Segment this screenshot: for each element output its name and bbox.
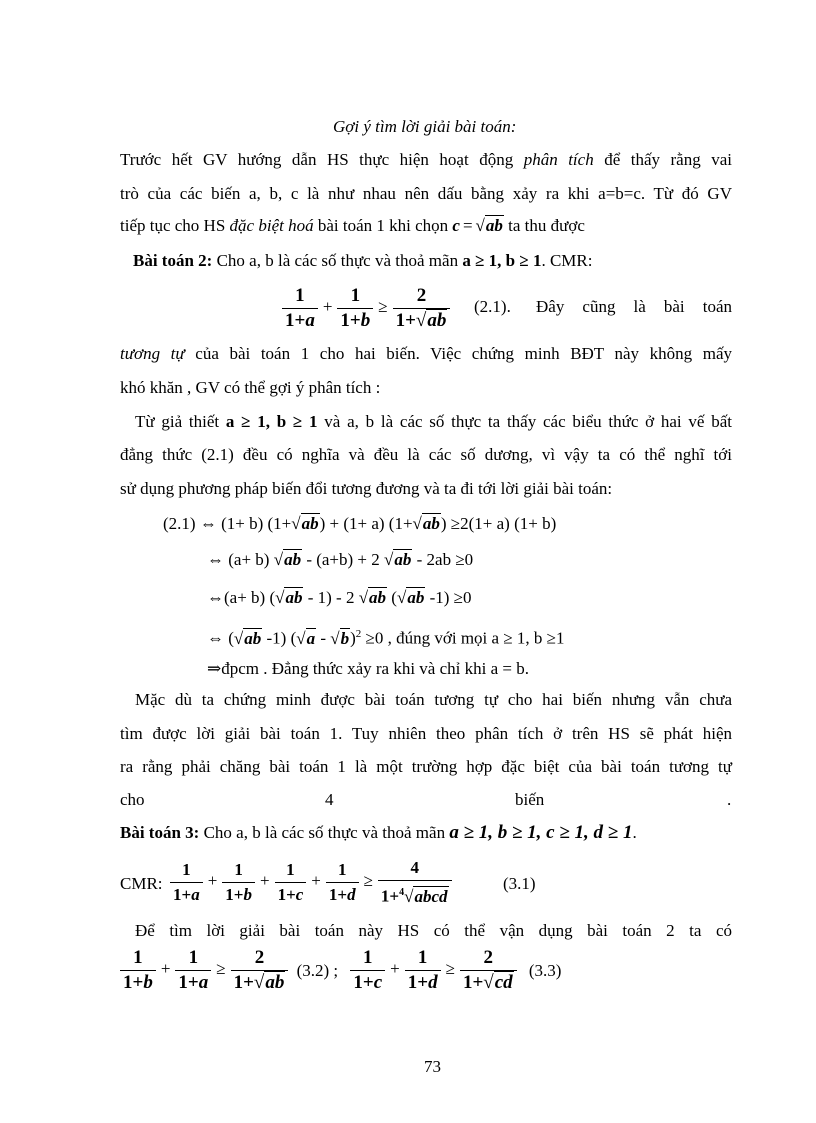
problem-3-statement: Bài toán 3: Cho a, b là các số thực và thoả mãn a ≥ 1, b ≥ 1, c ≥ 1, d ≥ 1. bbox=[120, 822, 637, 843]
inequality-3-1: $\frac{1}{1+a}$ + $\frac{1}{1+b}$ + $\frac{1}{1+c}$ + $\frac{1}{1+d}$ ≥ $\frac{4}{1+^4√abcd}$ bbox=[168, 858, 454, 907]
paragraph-remark-line-4-c: biến bbox=[515, 790, 545, 809]
paragraph-intro-line-3: tiếp tục cho HS đặc biệt hoá bài toán 1 khi chọn c = √ab ta thu được bbox=[120, 216, 585, 235]
fraction-1-over-1-plus-d: $\frac{1}{1+d}$ bbox=[405, 948, 441, 993]
derivation-step-5: ⇒đpcm . Đẳng thức xảy ra khi và chỉ khi a = b. bbox=[207, 659, 529, 678]
equation-label-3-1: (3.1) bbox=[503, 874, 536, 893]
page-number: 73 bbox=[424, 1057, 441, 1076]
paragraph-intro-line-1: Trước hết GV hướng dẫn HS thực hiện hoạt động phân tích để thấy rằng vai bbox=[120, 150, 732, 169]
equation-label-2-1: (2.1). bbox=[474, 297, 511, 316]
fraction-1-over-1-plus-c: $\frac{1}{1+c}$ bbox=[350, 948, 385, 993]
fraction-1-over-1-plus-b: $\frac{1}{1+b}$ bbox=[120, 948, 156, 993]
fraction-1-over-1-plus-b: $\frac{1}{1+b}$ bbox=[337, 286, 373, 331]
fraction-1-over-1-plus-a: $\frac{1}{1+a}$ bbox=[175, 948, 211, 993]
paragraph-analysis-line-3: sử dụng phương pháp biến đổi tương đương và ta đi tới lời giải bài toán: bbox=[120, 479, 613, 498]
paragraph-remark-line-3: ra rằng phải chăng bài toán 1 là một trường hợp đặc biệt của bài toán tương tự bbox=[120, 757, 732, 776]
derivation-step-4: ⇔ (√ab -1) (√a - √b)$^2$ ≥0 , đúng với mọi a ≥ 1, b ≥1 bbox=[207, 628, 565, 648]
paragraph-apply-line-1: Để tìm lời giải bài toán này HS có thể vận dụng bài toán 2 ta có bbox=[135, 921, 732, 940]
paragraph-intro-line-2: trò của các biến a, b, c là như nhau nên dấu bằng xảy ra khi a=b=c. Từ đó GV bbox=[120, 184, 732, 203]
fraction-1-over-1-plus-d: $\frac{1}{1+d}$ bbox=[326, 860, 359, 905]
problem-2-tail: Đây cũng là bài toán bbox=[536, 297, 732, 316]
equation-label-3-2: (3.2) ; bbox=[296, 960, 339, 980]
derivation-step-1: (2.1) ⇔ (1+ b) (1+√ab) + (1+ a) (1+√ab) ≥2(1+ a) (1+ b) bbox=[163, 514, 557, 533]
fraction-2-over-1-plus-sqrt-ab: $\frac{2}{1+√ab}$ bbox=[393, 286, 451, 331]
problem-2-line-2: tương tự của bài toán 1 cho hai biến. Việc chứng minh BĐT này không mấy bbox=[120, 344, 732, 363]
fraction-4-over-1-plus-fourth-root-abcd: $\frac{4}{1+^4√abcd}$ bbox=[378, 858, 452, 907]
problem-2-line-3: khó khăn , GV có thể gợi ý phân tích : bbox=[120, 378, 381, 397]
inequalities-3-2-and-3-3: $\frac{1}{1+b}$ + $\frac{1}{1+a}$ ≥ $\frac{2}{1+√ab}$ (3.2) ; $\frac{1}{1+c}$ + $\frac{1}{1+d}$ ≥ $\frac{2}{1+√cd}$ (3.3) bbox=[118, 948, 561, 993]
inequality-2-1: $\frac{1}{1+a}$ + $\frac{1}{1+b}$ ≥ $\frac{2}{1+√ab}$ bbox=[280, 286, 452, 331]
paragraph-remark-line-1: Mặc dù ta chứng minh được bài toán tương tự cho hai biến nhưng vẫn chưa bbox=[135, 690, 732, 709]
paragraph-remark-line-2: tìm được lời giải bài toán 1. Tuy nhiên theo phân tích ở trên HS sẽ phát hiện bbox=[120, 724, 732, 743]
fraction-1-over-1-plus-a: $\frac{1}{1+a}$ bbox=[170, 860, 203, 905]
fraction-1-over-1-plus-b: $\frac{1}{1+b}$ bbox=[222, 860, 255, 905]
equation-label-3-3: (3.3) bbox=[528, 960, 562, 980]
paragraph-analysis-line-2: đẳng thức (2.1) đều có nghĩa và đều là các số dương, vì vậy ta có thể nghĩ tới bbox=[120, 445, 732, 464]
fraction-1-over-1-plus-a: $\frac{1}{1+a}$ bbox=[282, 286, 318, 331]
fraction-2-over-1-plus-sqrt-ab: $\frac{2}{1+√ab}$ bbox=[231, 948, 289, 993]
paragraph-remark-line-4-a: cho bbox=[120, 790, 145, 809]
paragraph-analysis-line-1: Từ giả thiết a ≥ 1, b ≥ 1 và a, b là các số thực ta thấy các biểu thức ở hai vế bất bbox=[135, 412, 732, 431]
fraction-2-over-1-plus-sqrt-cd: $\frac{2}{1+√cd}$ bbox=[460, 948, 517, 993]
derivation-step-2: ⇔ (a+ b) √ab - (a+b) + 2 √ab - 2ab ≥0 bbox=[207, 550, 474, 569]
hint-heading: Gợi ý tìm lời giải bài toán: bbox=[333, 117, 517, 136]
paragraph-remark-line-4-b: 4 bbox=[325, 790, 334, 809]
problem-3-cmr: CMR: bbox=[120, 874, 163, 893]
fraction-1-over-1-plus-c: $\frac{1}{1+c}$ bbox=[275, 860, 307, 905]
problem-2-statement: Bài toán 2: Cho a, b là các số thực và thoả mãn a ≥ 1, b ≥ 1. CMR: bbox=[133, 251, 593, 270]
paragraph-remark-line-4-d: . bbox=[727, 790, 732, 809]
derivation-step-3: ⇔(a+ b) (√ab - 1) - 2 √ab (√ab -1) ≥0 bbox=[207, 588, 472, 607]
